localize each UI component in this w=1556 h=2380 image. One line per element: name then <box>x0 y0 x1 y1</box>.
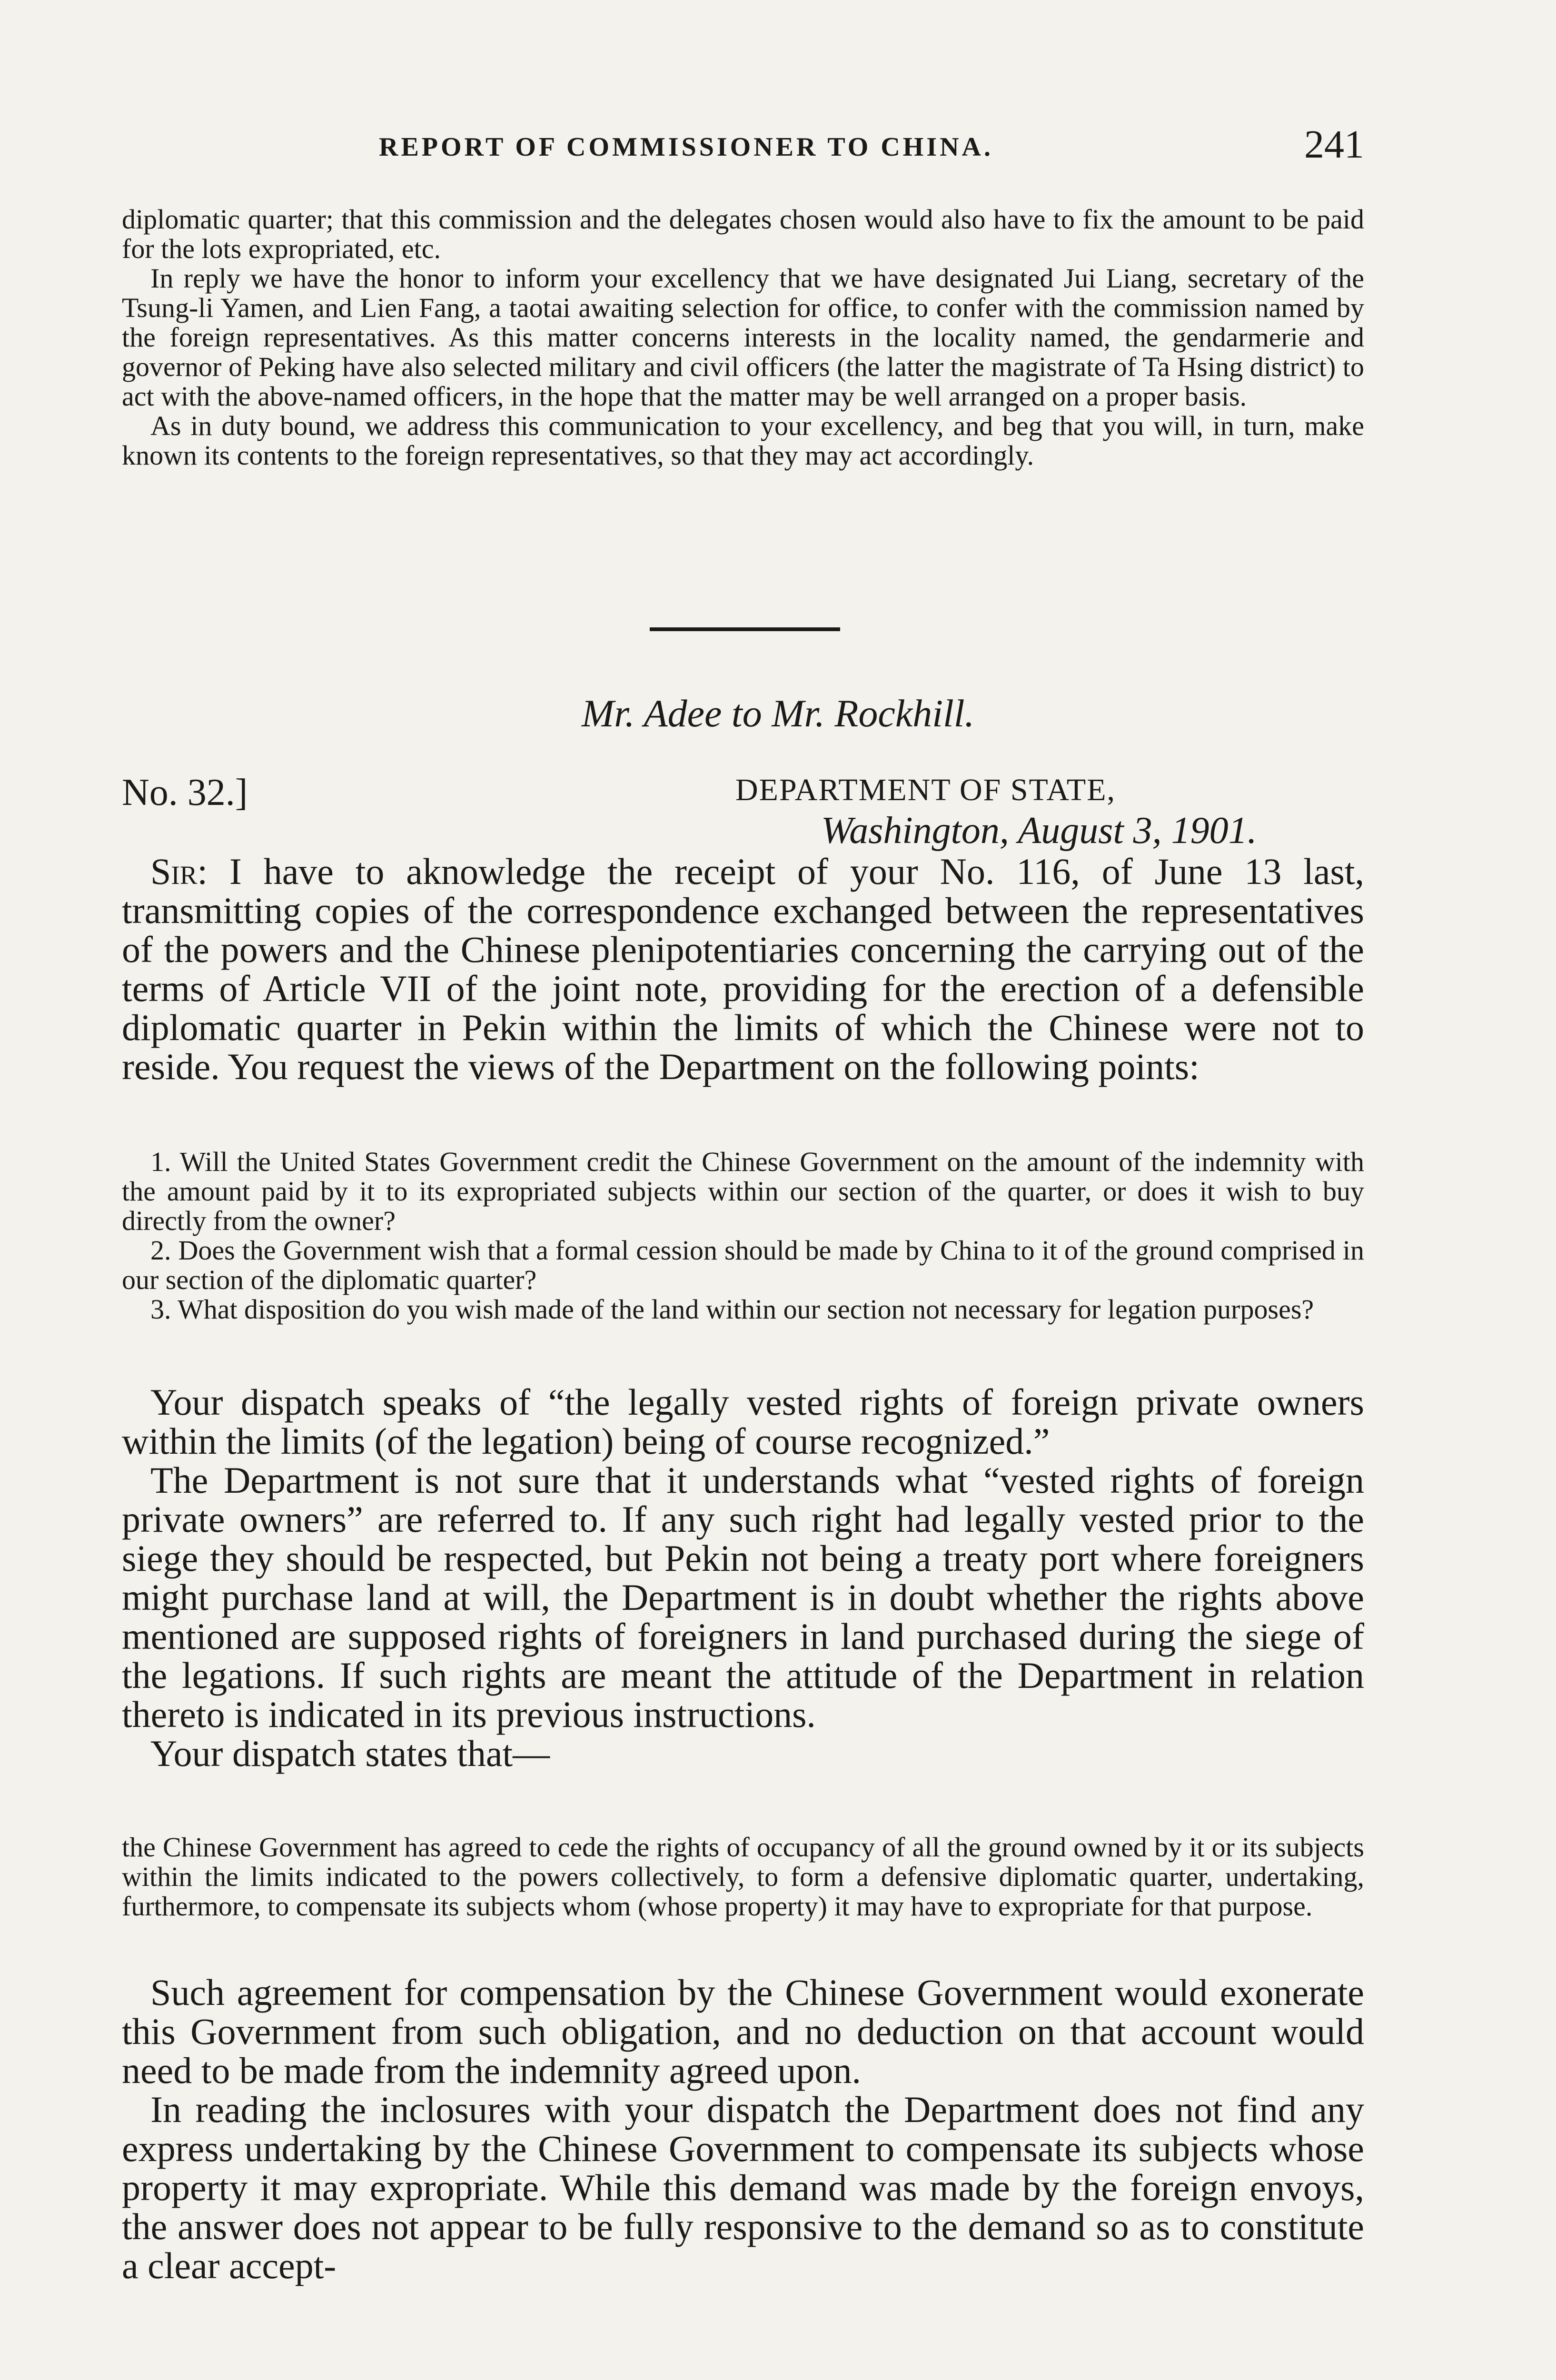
paragraph: In reply we have the honor to inform your excellency that we have designated Jui Liang, secretary of the Tsung-li Yamen, and Lien Fang, a taotai awaiting selection for office, to confer with the commission named by the foreign representatives. As this matter concerns interests in the locality named, the gendarmerie and governor of Peking have also selected military and civil officers (the latter the magistrate of Ta Hsing district) to act with the above-named officers, in the hope that the matter may be well arranged on a proper basis. <box>122 263 1364 412</box>
running-title: REPORT OF COMMISSIONER TO CHINA. <box>379 132 993 162</box>
section-divider <box>650 627 840 631</box>
paragraph: Your dispatch speaks of “the legally vested rights of foreign private owners within the limits (of the legation) being of course recognized.” <box>122 1381 1364 1462</box>
salutation: Sir: <box>150 851 208 892</box>
paragraph: As in duty bound, we address this communication to your excellency, and beg that you will, in turn, make known its contents to the foreign representatives, so that they may act accordingly. <box>122 410 1364 471</box>
point-item: 1. Will the United States Government credit the Chinese Government on the amount of the indemnity with the amount paid by it to its expropriated subjects within our section of the quarter, or does it wish to buy directly from the owner? <box>122 1146 1364 1236</box>
running-header <box>122 121 1364 174</box>
document-number: No. 32.] <box>122 772 248 813</box>
letter-body-opening <box>122 852 1364 1086</box>
department-line <box>735 766 1116 810</box>
point-item: 3. What disposition do you wish made of the land within our section not necessary for legation purposes? <box>150 1294 1314 1325</box>
letter-body-end <box>122 1973 1364 2285</box>
quote: the Chinese Government has agreed to cede the rights of occupancy of all the ground owned by it or its subjects within the limits indicated to the powers collectively, to form a defensive diplomatic quarter, undertaking, furthermore, to compensate its subjects whom (whose property) it may have to expropriate for that purpose. <box>122 1832 1364 1922</box>
paragraph: Such agreement for compensation by the Chinese Government would exonerate this Government from such obligation, and no deduction on that account would need to be made from the indemnity agreed upon. <box>122 1972 1364 2091</box>
department-name: DEPARTMENT OF STATE, <box>735 773 1116 807</box>
quoted-passage <box>122 1833 1364 1921</box>
points-list <box>122 1147 1364 1324</box>
paragraph: Your dispatch states that— <box>150 1733 550 1774</box>
opening-paragraph <box>122 852 1364 1086</box>
paragraph: diplomatic quarter; that this commission and the delegates chosen would also have to fix the amount to be paid for the lots expropriated, etc. <box>122 204 1364 264</box>
place-date: Washington, August 3, 1901. <box>821 810 1257 852</box>
point-item: 2. Does the Government wish that a formal cession should be made by China to it of the ground comprised in our section of the diplomatic quarter? <box>122 1235 1364 1295</box>
letter-body-middle <box>122 1383 1364 1773</box>
page-number: 241 <box>1304 122 1364 167</box>
letter-heading: Mr. Adee to Mr. Rockhill. <box>581 692 975 735</box>
paragraph: The Department is not sure that it understands what “vested rights of foreign private owners” are referred to. If any such right had legally vested prior to the siege they should be respected, but Pekin not being a treaty port where foreigners might purchase land at will, the Department is in doubt whether the rights above mentioned are supposed rights of foreigners in land purchased during the siege of the legations. If such rights are meant the attitude of the Department in relation thereto is indicated in its previous instructions. <box>122 1459 1364 1735</box>
opening-text: I have to aknowledge the receipt of your No. 116, of June 13 last, transmitting copies of the correspondence exchanged between the representatives of the powers and the Chinese plenipotentiaries concerning the carrying out of the terms of Article VII of the joint note, providing for the erection of a defensible diplomatic quarter in Pekin within the limits of which the Chinese were not to reside. You request the views of the Department on the following points: <box>122 851 1364 1087</box>
continued-letter <box>122 205 1364 470</box>
paragraph: In reading the inclosures with your dispatch the Department does not find any express undertaking by the Chinese Government to compensate its subjects whose property it may expropriate. While this demand was made by the foreign envoys, the answer does not appear to be fully responsive to the demand so as to constitute a clear accept- <box>122 2089 1364 2286</box>
